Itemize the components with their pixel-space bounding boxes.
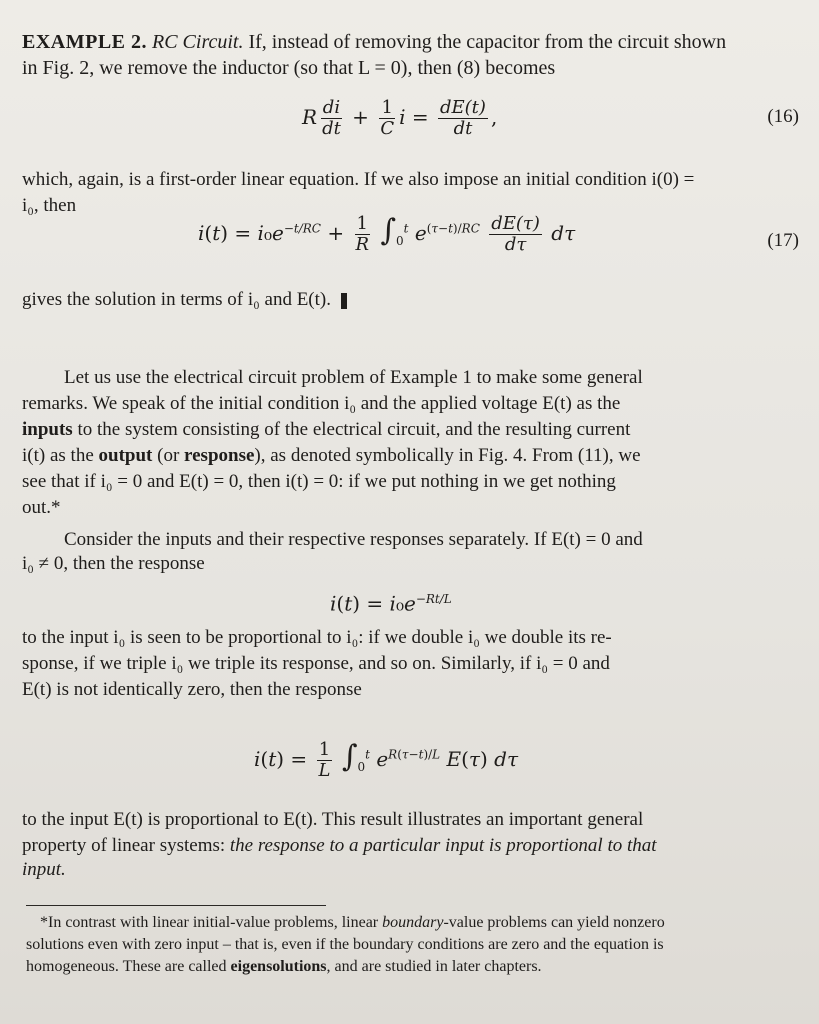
footnote-l3-a: homogeneous. These are called: [26, 958, 227, 975]
equation-17-label: (17): [767, 230, 799, 251]
footnote-divider: [26, 905, 326, 906]
example-line4: i₀, then: [22, 195, 77, 216]
p3-line3: E(t) is not identically zero, then the response: [22, 679, 362, 700]
term-output: output: [98, 445, 153, 466]
p1-line2: remarks. We speak of the initial condition i₀ and the applied voltage E(t) as the: [22, 393, 621, 414]
p1-line3-text: to the system consisting of the electrical circuit, and the resulting current: [77, 419, 631, 440]
example-line2: in Fig. 2, we remove the inductor (so that L = 0), then (8) becomes: [22, 57, 556, 79]
p1-line4-b: (or: [157, 445, 180, 466]
p4-line2: [22, 834, 805, 858]
p1-line6: out.*: [22, 497, 61, 518]
p1-line5: see that if i₀ = 0 and E(t) = 0, then i(t) = 0: if we put nothing in we get nothing: [22, 471, 616, 492]
p2-line1: Consider the inputs and their respective responses separately. If E(t) = 0 and: [64, 529, 643, 550]
p1-line3: [22, 418, 805, 442]
term-inputs: inputs: [22, 419, 73, 440]
p1-line4-a: i(t) as the: [22, 445, 94, 466]
term-response: response: [184, 445, 255, 466]
footnote-line1: [40, 912, 805, 933]
footnote-l3-b: eigensolutions: [230, 958, 327, 975]
p4-line3: input.: [22, 859, 66, 880]
equation-17: $i(t) = i_0e^{-t/RC}$ + $\frac{1}{R}$ $\int_0^t$ $e^{(\tau-t)/RC}$ $\frac{dE(\tau)}{d\tau}$ dτ: [198, 213, 576, 255]
footnote-l1-a: *In contrast with linear initial-value problems, linear: [40, 914, 379, 931]
p4-emphasis: the response to a particular input is proportional to that: [229, 835, 657, 856]
example-line1-text: If, instead of removing the capacitor from the circuit shown: [248, 31, 727, 53]
footnote-l1-c: -value problems can yield nonzero: [443, 914, 665, 931]
equation-16: R $\frac{di}{dt}$ + $\frac{1}{C}$ i = $\frac{dE(t)}{dt}$ ,: [302, 97, 498, 139]
equation-response-input: i(t) = $\frac{1}{L}$ $\int_0^t$ $e^{R(\tau-t)/L}$ E(τ) dτ: [254, 739, 519, 781]
p3-line2: sponse, if we triple i₀ we triple its response, and so on. Similarly, if i₀ = 0 and: [22, 653, 610, 674]
equation-response-initial: $i(t) = i_0e^{-Rt/L}$: [330, 591, 452, 616]
footnote-line3: [26, 956, 805, 977]
example-title: RC Circuit.: [152, 31, 244, 53]
p1-line4: [22, 444, 805, 468]
p1-line1: Let us use the electrical circuit problem of Example 1 to make some general: [64, 367, 643, 388]
example-line3: which, again, is a first-order linear equation. If we also impose an initial condition i(0) =: [22, 169, 695, 190]
example-line5: [22, 288, 805, 312]
example-line5-text: gives the solution in terms of i₀ and E(t).: [22, 289, 331, 310]
p1-line4-c: ), as denoted symbolically in Fig. 4. From (11), we: [254, 445, 641, 466]
footnote-line2: solutions even with zero input – that is, even if the boundary conditions are zero and the equation is: [26, 936, 664, 953]
equation-16-label: (16): [767, 106, 799, 127]
end-of-example-mark: [341, 293, 347, 309]
p3-line1: to the input i₀ is seen to be proportional to i₀: if we double i₀ we double its re-: [22, 627, 612, 648]
footnote-l3-c: , and are studied in later chapters.: [326, 958, 542, 975]
footnote-l1-b: boundary: [382, 914, 444, 931]
example-2-first-line: [22, 30, 805, 54]
example-heading: EXAMPLE 2.: [22, 31, 147, 53]
p2-line2: i₀ ≠ 0, then the response: [22, 553, 205, 574]
p4-line2-text: property of linear systems:: [22, 835, 226, 856]
p4-line1: to the input E(t) is proportional to E(t). This result illustrates an important general: [22, 809, 644, 830]
